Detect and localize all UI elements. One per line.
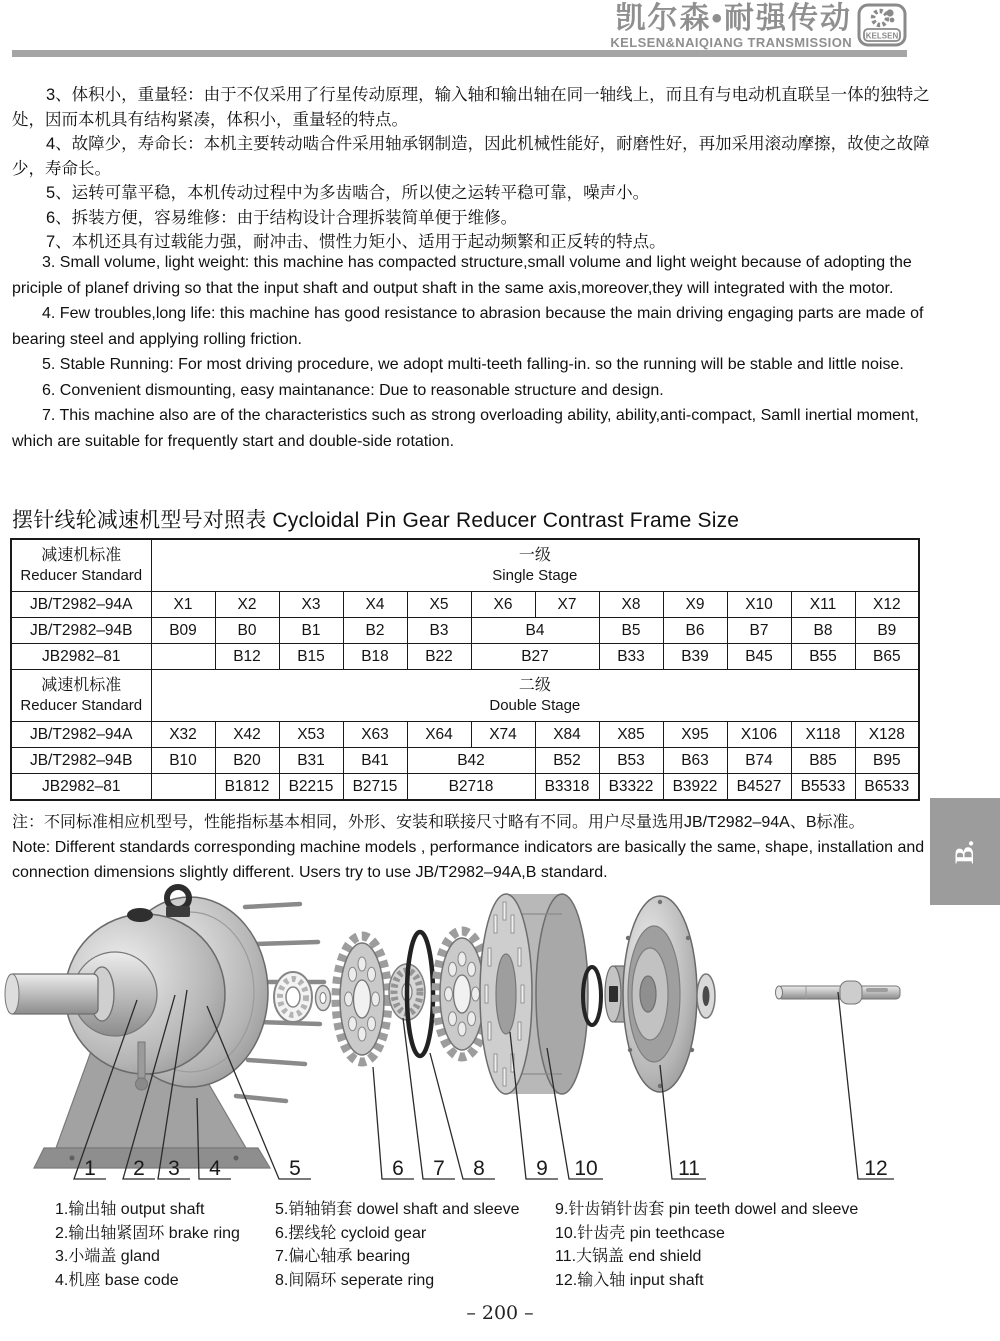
cell: B0 [215,618,279,644]
table-row [11,618,919,644]
parts-column-2 [275,1198,520,1292]
feature-zh-3: 3、体积小，重量轻：由于不仅采用了行星传动原理，输入轴和输出轴在同一轴线上，而且有与电动机直联呈一体的独特之处，因而本机具有结构紧凑，体积小，重量轻的特点。 [12,86,930,129]
feature-zh-6: 6、拆装方便，容易维修：由于结构设计合理拆装简单便于维修。 [46,208,518,227]
callout-1: 1 [84,1157,96,1180]
callout-10: 10 [574,1157,598,1180]
cell: X85 [599,722,663,748]
callout-9: 9 [536,1157,548,1180]
cell: X5 [407,592,471,618]
part-item: 11.大锅盖 end shield [555,1248,702,1265]
seal-ring [697,974,715,1018]
part-item: 6.摆线轮 cycloid gear [275,1224,427,1242]
cell: B27 [471,644,599,670]
part-item: 7.偏心轴承 bearing [275,1248,411,1265]
cell [151,774,215,801]
cell: B22 [407,644,471,670]
cell: X84 [535,722,599,748]
cell: B7 [727,618,791,644]
contrast-table [10,538,920,801]
note-en: Note: Different standards corresponding machine models , performance indicators are basically the same, shape, installation and connection dimensions slightly different. Users try to use JB/T2982–94A,B standard. [12,839,925,881]
cell: B2 [343,618,407,644]
table-row [11,774,919,801]
cell: X8 [599,592,663,618]
features-zh [12,83,958,255]
table-row [11,748,919,774]
part-item: 8.间隔环 seperate ring [275,1271,435,1289]
cell: B52 [535,748,599,774]
part-item: 2.输出轴紧固环 brake ring [55,1224,240,1242]
row-std: JB/T2982–94B [11,748,151,774]
cell: X10 [727,592,791,618]
features-en [12,250,958,454]
cell: B95 [855,748,919,774]
cell: B2715 [343,774,407,801]
cell: X42 [215,722,279,748]
cell: B41 [343,748,407,774]
parts-column-1 [55,1198,240,1292]
cell: B45 [727,644,791,670]
brand-block [610,2,852,50]
row-std: JB/T2982–94B [11,618,151,644]
section-title: 摆针线轮减速机型号对照表 Cycloidal Pin Gear Reducer Contrast Frame Size [12,509,740,532]
callout-3: 3 [168,1157,180,1180]
callout-4: 4 [209,1157,221,1180]
cell: X7 [535,592,599,618]
cell: B15 [279,644,343,670]
feature-en-5: 5. Stable Running: For most driving procedure, we adopt multi-teeth falling-in. so the running will be stable and little noise. [42,356,904,373]
cell: B9 [855,618,919,644]
cell: X95 [663,722,727,748]
cell: B31 [279,748,343,774]
cell: B4 [471,618,599,644]
cell: X2 [215,592,279,618]
cell: B09 [151,618,215,644]
cell: X1 [151,592,215,618]
cell: B1812 [215,774,279,801]
cell: X64 [407,722,471,748]
cell: X6 [471,592,535,618]
cell: X3 [279,592,343,618]
cell: B4527 [727,774,791,801]
cell: X118 [791,722,855,748]
cell: B53 [599,748,663,774]
cell: B5 [599,618,663,644]
header-rule [12,50,907,57]
cell: B10 [151,748,215,774]
cell: B33 [599,644,663,670]
cell: B2718 [407,774,535,801]
cell: B65 [855,644,919,670]
cell: X63 [343,722,407,748]
row-std: JB/T2982–94A [11,722,151,748]
part-item: 5.销轴销套 dowel shaft and sleeve [275,1201,520,1218]
cell: B3922 [663,774,727,801]
double-stage-header: 二级 Double Stage [151,670,919,722]
cell: X4 [343,592,407,618]
cell: B85 [791,748,855,774]
part-item: 3.小端盖 gland [55,1248,160,1265]
part-item: 4.机座 base code [55,1271,179,1289]
parts-column-3 [555,1198,858,1292]
callout-5: 5 [289,1157,301,1180]
reducer-standard-header: 减速机标准 Reducer Standard [11,670,151,722]
kelsen-logo [857,3,907,48]
cell: B42 [407,748,535,774]
cell: X106 [727,722,791,748]
feature-en-4: 4. Few troubles,long life: this machine has good resistance to abrasion because the main driving engaging parts are made of bearing steel and applying rolling friction. [12,305,924,348]
cell: B18 [343,644,407,670]
logo-text: KELSEN [865,31,899,41]
cell: B5533 [791,774,855,801]
section-tab-label: B. [950,839,979,864]
cell: B55 [791,644,855,670]
cell: X53 [279,722,343,748]
single-stage-header: 一级 Single Stage [151,539,919,592]
cell: B3318 [535,774,599,801]
washer [316,986,331,1011]
cell: B20 [215,748,279,774]
callout-12: 12 [864,1157,888,1180]
row-std: JB2982–81 [11,774,151,801]
pin-teethcase [480,894,588,1094]
callout-8: 8 [473,1157,485,1180]
feature-en-7: 7. This machine also are of the characteristics such as strong overloading ability, ability,anti-compact, Samll inertial moment, which are suitable for frequently start and double-side rotation. [12,407,919,450]
cell: B2215 [279,774,343,801]
note-zh: 注：不同标准相应机型号，性能指标基本相同，外形、安装和联接尺寸略有不同。用户尽量选用JB/T2982–94A、B标准。 [12,814,865,831]
cell: B8 [791,618,855,644]
feature-en-6: 6. Convenient dismounting, easy maintanance: Due to reasonable structure and design. [42,381,664,399]
table-row [11,592,919,618]
exploded-view-diagram [0,882,1000,1192]
cell: X11 [791,592,855,618]
part-item: 12.输入轴 input shaft [555,1271,704,1289]
callout-6: 6 [392,1157,404,1180]
callout-11: 11 [678,1157,700,1180]
part-item: 1.输出轴 output shaft [55,1201,205,1218]
cell: X128 [855,722,919,748]
callout-2: 2 [133,1157,145,1180]
cycloid-gear-1 [336,936,388,1062]
part-item: 9.针齿销针齿套 pin teeth dowel and sleeve [555,1201,859,1218]
feature-zh-7: 7、本机还具有过载能力强，耐冲击、惯性力矩小、适用于起动频繁和正反转的特点。 [46,233,666,251]
table-row [11,722,919,748]
cell: X74 [471,722,535,748]
cell: B12 [215,644,279,670]
cell: B1 [279,618,343,644]
feature-en-3: 3. Small volume, light weight: this machine has compacted structure,small volume and light weight because of adopting the priciple of planef driving so that the input shaft and output shaft in the same axis,moreover,they will integrated with the motor. [12,254,912,297]
callout-7: 7 [433,1157,445,1180]
cell: B6 [663,618,727,644]
feature-zh-5: 5、运转可靠平稳，本机传动过程中为多齿啮合，所以使之运转平稳可靠，噪声小。 [46,184,650,202]
brand-title-en: KELSEN&NAIQIANG TRANSMISSION [610,35,852,50]
oil-gauge [138,1042,145,1078]
notes [12,810,928,885]
table-row [11,644,919,670]
output-shaft [5,967,114,1021]
cell: X12 [855,592,919,618]
cell: X32 [151,722,215,748]
feature-zh-4: 4、故障少，寿命长：本机主要转动啮合件采用轴承钢制造，因此机械性能好，耐磨性好，再加采用滚动摩擦，故使之故障少，寿命长。 [12,135,930,178]
cell: B3 [407,618,471,644]
cell: B63 [663,748,727,774]
reducer-standard-header: 减速机标准 Reducer Standard [11,539,151,592]
row-std: JB2982–81 [11,644,151,670]
oil-plug [127,908,153,922]
cell: B6533 [855,774,919,801]
cell: B3322 [599,774,663,801]
cell: B74 [727,748,791,774]
cell [151,644,215,670]
end-shield [623,896,697,1092]
page-number: – 200 – [466,1302,534,1324]
part-item: 10.针齿壳 pin teethcase [555,1224,725,1242]
bearing-ring [274,972,312,1022]
brand-title-zh: 凯尔森•耐强传动 [615,2,852,35]
row-std: JB/T2982–94A [11,592,151,618]
cell: B39 [663,644,727,670]
cell: X9 [663,592,727,618]
